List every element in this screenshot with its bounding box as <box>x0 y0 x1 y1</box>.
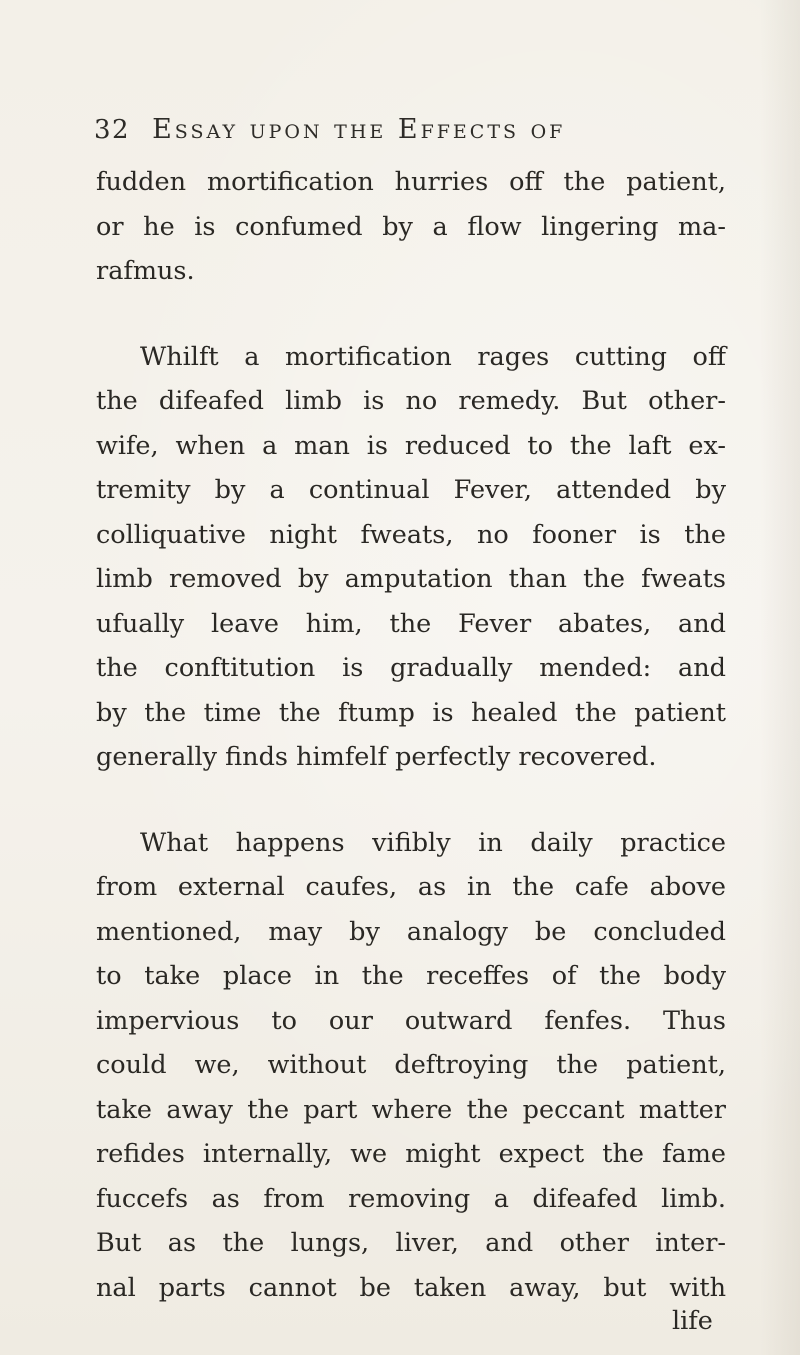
text-line: Whilft a mortification rages cutting off <box>140 341 726 372</box>
text-line: tremity by a continual Fever, attended by <box>96 475 726 505</box>
text-line: take away the part where the peccant matter <box>96 1094 726 1125</box>
text-line: But as the lungs, liver, and other inter- <box>96 1228 726 1258</box>
paragraph-gap <box>96 780 726 821</box>
page-edge-shadow <box>760 0 800 1355</box>
text-line: the difeafed limb is no remedy. But other- <box>96 386 726 416</box>
paragraph-3 <box>96 821 726 1311</box>
text-line: from external caufes, as in the cafe above <box>96 872 726 902</box>
text-line: rafmus. <box>96 256 195 286</box>
text-line: ufually leave him, the Fever abates, and <box>96 608 726 639</box>
text-line: What happens vifibly in daily practice <box>140 827 726 858</box>
running-header <box>94 114 734 154</box>
text-line: wife, when a man is reduced to the laft ex- <box>96 430 726 461</box>
text-line: generally finds himfelf perfectly recovered. <box>96 742 657 772</box>
text-line: mentioned, may by analogy be concluded <box>96 916 726 947</box>
text-line: could we, without deftroying the patient, <box>96 1050 726 1080</box>
paragraph-2 <box>96 335 726 780</box>
text-line: to take place in the receffes of the body <box>96 961 726 991</box>
text-line: fudden mortification hurries off the patient, <box>96 167 726 197</box>
page-number: 32 <box>94 115 131 145</box>
text-line: colliquative night fweats, no fooner is the <box>96 519 726 550</box>
catchword: life <box>672 1306 713 1336</box>
paragraph-1 <box>96 160 726 294</box>
text-line: the conftitution is gradually mended: and <box>96 653 726 683</box>
text-line: nal parts cannot be taken away, but with <box>96 1272 726 1303</box>
text-line: refides internally, we might expect the fame <box>96 1139 726 1169</box>
body-text <box>96 160 726 1310</box>
paragraph-gap <box>96 294 726 335</box>
text-line: by the time the ftump is healed the patient <box>96 697 726 728</box>
text-line: or he is confumed by a flow lingering ma- <box>96 211 726 242</box>
running-title: Essay upon the Effects of <box>152 114 566 145</box>
text-line: fuccefs as from removing a difeafed limb. <box>96 1183 726 1214</box>
text-line: limb removed by amputation than the fweats <box>96 564 726 594</box>
text-line: impervious to our outward fenfes. Thus <box>96 1005 726 1036</box>
